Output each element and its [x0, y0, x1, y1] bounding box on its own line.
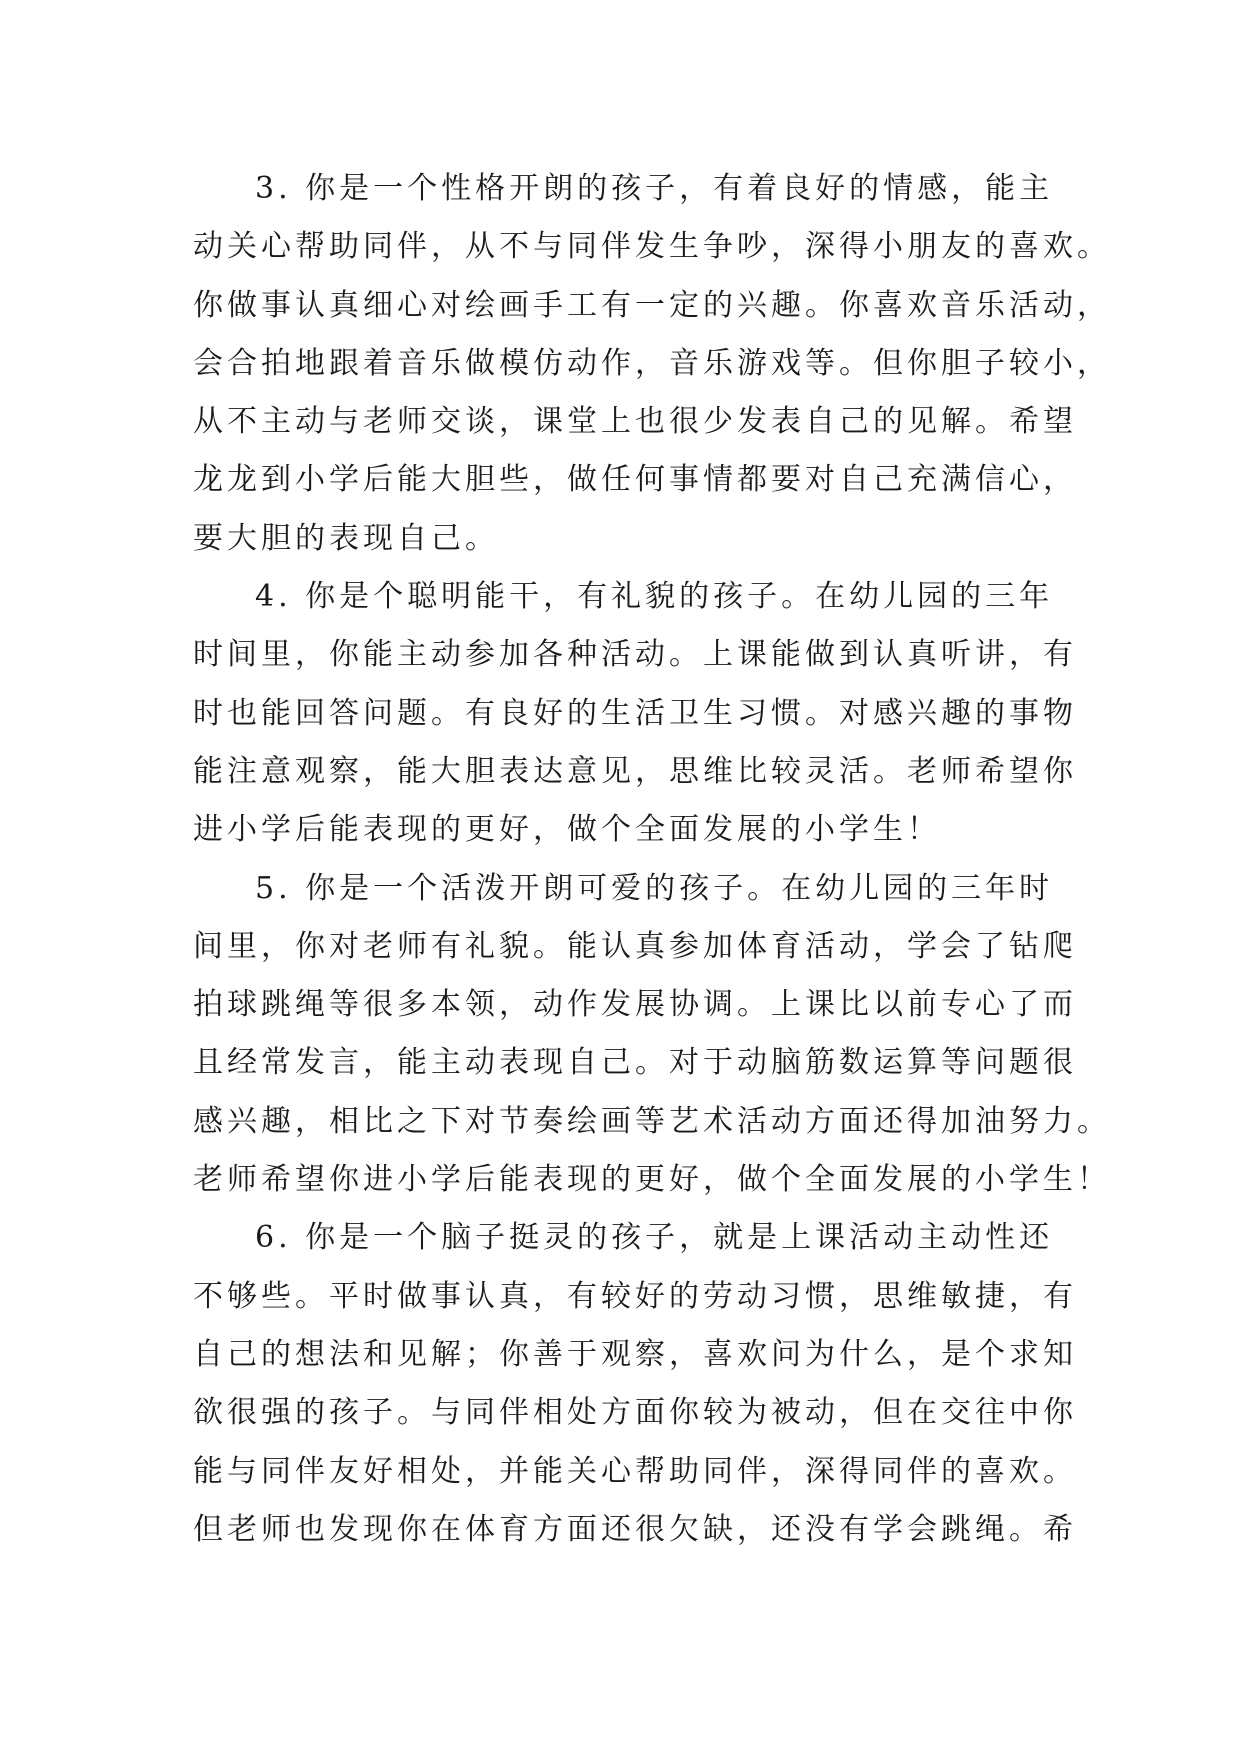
paragraph-3	[193, 160, 1111, 568]
paragraph-4	[193, 568, 1077, 859]
paragraph-line: 时也能回答问题。有良好的生活卫生习惯。对感兴趣的事物	[193, 695, 1077, 731]
paragraph-line: 5. 你是一个活泼开朗可爱的孩子。在幼儿园的三年时	[255, 870, 1054, 906]
paragraph-line: 欲很强的孩子。与同伴相处方面你较为被动，但在交往中你	[193, 1395, 1077, 1431]
paragraph-line: 从不主动与老师交谈，课堂上也很少发表自己的见解。希望	[193, 404, 1077, 440]
paragraph-line: 3. 你是一个性格开朗的孩子，有着良好的情感，能主	[255, 171, 1054, 206]
paragraph-line: 且经常发言，能主动表现自己。对于动脑筋数运算等问题很	[193, 1045, 1077, 1081]
paragraph-line: 进小学后能表现的更好，做个全面发展的小学生！	[193, 812, 941, 848]
paragraph-line: 不够些。平时做事认真，有较好的劳动习惯，思维敏捷，有	[193, 1278, 1077, 1314]
paragraph-5	[193, 860, 1111, 1210]
paragraph-line: 老师希望你进小学后能表现的更好，做个全面发展的小学生！	[193, 1162, 1111, 1198]
paragraph-line: 自己的想法和见解；你善于观察，喜欢问为什么，是个求知	[193, 1336, 1077, 1372]
paragraph-line: 动关心帮助同伴，从不与同伴发生争吵，深得小朋友的喜欢。	[193, 229, 1111, 265]
paragraph-line: 要大胆的表现自己。	[193, 520, 499, 556]
paragraph-line: 你做事认真细心对绘画手工有一定的兴趣。你喜欢音乐活动，	[193, 287, 1111, 323]
paragraph-line: 4. 你是个聪明能干，有礼貌的孩子。在幼儿园的三年	[255, 579, 1054, 615]
paragraph-6	[193, 1209, 1077, 1559]
paragraph-line: 能注意观察，能大胆表达意见，思维比较灵活。老师希望你	[193, 753, 1077, 789]
body-text	[193, 160, 1111, 1559]
paragraph-line: 但老师也发现你在体育方面还很欠缺，还没有学会跳绳。希	[193, 1511, 1077, 1547]
paragraph-line: 间里，你对老师有礼貌。能认真参加体育活动，学会了钻爬	[193, 928, 1077, 964]
paragraph-line: 龙龙到小学后能大胆些，做任何事情都要对自己充满信心，	[193, 462, 1077, 498]
paragraph-line: 6. 你是一个脑子挺灵的孩子，就是上课活动主动性还	[255, 1220, 1054, 1256]
paragraph-line: 拍球跳绳等很多本领，动作发展协调。上课比以前专心了而	[193, 987, 1077, 1023]
paragraph-line: 时间里，你能主动参加各种活动。上课能做到认真听讲，有	[193, 637, 1077, 673]
paragraph-line: 感兴趣，相比之下对节奏绘画等艺术活动方面还得加油努力。	[193, 1103, 1111, 1139]
paragraph-line: 能与同伴友好相处，并能关心帮助同伴，深得同伴的喜欢。	[193, 1453, 1077, 1489]
paragraph-line: 会合拍地跟着音乐做模仿动作，音乐游戏等。但你胆子较小，	[193, 345, 1111, 381]
